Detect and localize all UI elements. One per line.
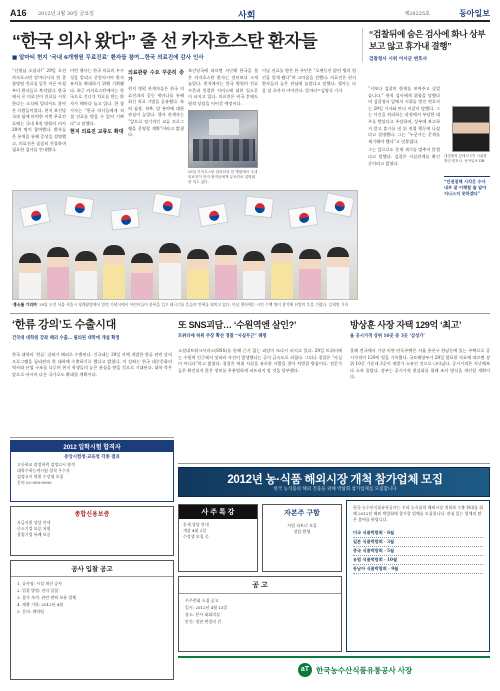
ad-bid-title: 공사 입찰 공고 [11,561,173,577]
newspaper-brand: 동아일보 [459,9,490,18]
right-story-tail: 그는 앞으로도 문제 제기를 멈추지 않겠다고 말했다. 검찰은 사실관계를 확인 중이라고 밝혔다. [368,147,440,166]
fair-row: 유럽 식품박람회 · 10월 [353,556,483,565]
ad-bid-line: 3. 참가 자격: 관련 면허 보유 업체 [17,595,77,600]
ad-investor-wanted [262,504,342,572]
page-header [10,8,490,22]
main-caption-title: ‘홍소를 기리며’ [12,302,38,307]
ad-bid-notice [10,560,174,680]
lead-col5-text: 이날 진료를 받은 한 주민은 “오랫동안 앓던 병의 원인을 알게 됐다”며 고마움을 전했다. 의료진은 현지 환자들의 높은 관심에 놀랐다고 말했다. 행사는 다음 달 초까지 이어진다. 알마티=김영식 기자 [262,68,356,93]
ad-bid-line: 2. 입찰 방법: 전자 입찰 [17,588,59,593]
banner-title: 2012년 농·식품 해외시장 개척 참가업체 모집 [227,474,443,486]
page-number: A16 [10,8,27,18]
ad-exam-line: 대학수학능력시험 성적 우수자 [17,468,70,473]
section-title: 사회 [238,10,256,20]
ad-divider [10,437,174,438]
child-figure [187,249,209,299]
story2-body [12,352,172,434]
right-story-headline: “검찰뒤에 숨은 검사에 화나 상부보고 않고 휴가내 결행” [369,29,486,51]
fair-row: 미국 식품박람회 · 6월 [353,529,483,538]
photo-screen-shape [209,119,239,135]
fair-row: 중국 식품박람회 · 5월 [353,547,483,556]
agency-footer [178,656,490,680]
ad-notice-title: 공 고 [179,577,341,594]
child-figure [271,243,293,299]
ad-bid-line: 4. 제출 기한: 2012년 4월 [17,602,64,607]
lead-column-2 [70,68,124,186]
ad-credit-line: 자금지원 상담 안내 [17,520,51,525]
story3-body [178,348,342,460]
portrait-caption: 대검찰청 앞에서 1인 시위를 벌인 변호사. 동아일보 DB [444,154,487,163]
main-photo [12,190,358,300]
story2-sub: 건국대 대학원 강좌 해외 수출… 필리핀 대학에 개설 확정 [12,336,120,341]
flag-icon [64,195,95,219]
lead-col2-subhead: 현지 의료진 교류도 확대 [70,129,124,136]
ad-exam-line: 문의 02-000-0000 [17,480,52,485]
section-divider [10,313,490,314]
issue-number: 제28225호 [404,11,430,17]
lead-col3-subhead: 의료관광 수요 꾸준히 증가 [128,70,184,83]
story4-sub: 올 공시가격 상위 10곳 중 3곳 ‘삼성가’ [350,334,425,339]
child-figure [75,251,97,299]
child-figure [131,253,153,299]
story3-sub: 트위터에 허위 주장 확산 경찰 “사실무근” 해명 [178,334,267,339]
recruitment-banner [178,467,490,497]
ad-investor-line: 상담 환영 [293,529,311,534]
lead-column-5 [262,68,356,186]
child-figure [215,245,237,299]
right-story-header [362,28,490,62]
ad-notice-line: 장소: 본사 대회의실 [185,612,220,617]
lawyer-portrait [452,106,490,152]
lead-column-1 [12,68,66,186]
fair-ad-body: 한국 농수산식품유통공사는 우리 농식품의 해외시장 개척과 수출 확대를 위해 2012년 해외 박람회에 참가할 업체를 모집합니다. 관심 있는 업체의 많은 참여를 바랍니다. [353,505,483,522]
right-story-text: “저보다 검찰의 한계를 보여주고 싶었습니다.” 현직 검사에게 위협을 당했다며 검찰청사 앞에서 시위를 벌인 변호사는 29일 기자와 만나 이같이 말했다. 그는 사건을 처리하는 과정에서 부당한 대우를 받았다고 주장하며, 상부에 보고하지 않고 휴가를 낸 뒤 직접 행동에 나섰다고 설명했다. 그는 “누군가는 문제를 제기해야 했다”고 덧붙였다. [368,86,440,144]
child-figure [159,243,181,299]
ad-credit-line: 창업기업 특례 보증 [17,532,51,537]
ad-fortune-line: 수강생 모집 중 [183,534,209,539]
ad-notice-line: 일시: 2012년 4월 13일 [185,605,228,610]
lead-column-4 [188,68,258,108]
ad-bid-line: 5. 문의: 계약팀 [17,609,45,614]
banner-subtitle: 한국 농식품의 해외 진출을 위해 박람회 참가업체를 모집합니다 [273,487,397,492]
ad-exam-title: 2012 입학시험 합격자 [11,441,173,452]
photo-crowd-shape [193,139,255,161]
ad-investor-line: 사업 파트너 모집 [287,523,317,528]
flag-icon [244,196,274,219]
child-figure [243,251,265,299]
agency-name: 한국농수산식품유통공사 사장 [316,666,413,675]
ad-notice-line: 주주총회 소집 공고 [185,598,219,603]
flag-icon [19,202,51,227]
child-figure [103,245,125,299]
ad-investor-title: 자본주 구함 [284,510,320,517]
story3-text: 소셜네트워크서비스(SNS)를 통해 근거 없는 괴담이 또다시 퍼지고 있다. 29일 트위터에는 수원역 인근에서 잇따라 사건이 발생했다는 글이 급속도로 퍼졌다. 그러나 경찰은 “사실이 아니다”라고 밝혔다. 경찰은 허위 사실을 유포한 사람을 찾아 처벌할 방침이다. 전문가들은 확인되지 않은 정보를 무분별하게 퍼뜨리지 말 것을 당부했다. [178,348,342,373]
ad-fortune-title: 사 주 특 강 [179,505,257,519]
lead-column-3 [128,68,184,186]
ad-exam-sub: 중앙시험청·교육청 각종 결과 [64,455,120,460]
ad-fortune-line: 운세 상담 안내 [183,522,209,527]
ad-divider [178,463,490,464]
main-photo-caption [12,302,358,308]
right-story-byline: 검찰청사 시위 이서군 변호사 [369,57,428,62]
child-figure [19,253,41,299]
lead-col2-text: 이번 행사는 한국 의료의 우수성을 알리고 중앙아시아 환자 유치를 확대하기 위해 기획됐다. 최근 카자흐스탄에서는 한국으로 건너가 치료를 받는 환자가 해마다 늘고 있다. 한 참가자는 “한국 의사들에게 직접 진료를 받을 수 있어 기쁘다”고 말했다. [70,68,124,126]
ad-fortune-line: 개강 4월 2일 [183,528,207,533]
flag-icon [288,205,319,229]
story4-body [350,348,490,460]
flag-icon [151,193,182,218]
at-logo-icon: aT [298,663,312,677]
story2-headline: ‘한류 강의’도 수출시대 [12,319,116,331]
lead-col4-text: 보건당국에 따르면 지난해 한국을 찾은 카자흐스탄 환자는 전년보다 크게 늘었다. 현지에서는 한국 병원의 진료 수준과 친절한 서비스에 대한 입소문이 퍼지고 있다. 의료진은 귀국 후에도 원격 상담을 이어갈 예정이다. [188,68,258,106]
lead-col3-text: 현지 병원 관계자들은 한국 의료진과의 공동 세미나를 통해 최신 치료 기법을 공유했다. 특히 심장, 척추, 암 분야에 대한 관심이 높았다. 행사 관계자는 “앞으로 정기적인 교류 프로그램을 운영할 계획”이라고 밝혔다. [128,86,184,138]
child-figure [47,247,69,299]
clinic-photo [188,110,258,168]
ad-fortune-lecture [178,504,258,572]
pull-quote: “인권침해 시각은 수사 내부 잘 이해할 줄 알아 지나스지 못하겠다” [444,176,490,197]
child-figure [299,249,321,299]
ad-credit-line: 중소기업 보증 지원 [17,526,51,531]
ad-exam-line: 고등학교 졸업학력 검정고시 합격 [17,462,75,467]
lead-deck: ■ 알마티 현지 ‘국내 6개병원 무료진료’ 환자들 참여…한국 의료진에 감사 인사 [12,55,204,61]
child-figure [327,247,349,299]
right-story-body [368,86,440,312]
flag-icon [323,192,355,217]
fair-row: 일본 식품박람회 · 3월 [353,538,483,547]
ad-bid-line: 1. 공사명: 시설 개선 공사 [17,581,63,586]
ad-credit-title: 종합신용보증 [74,512,110,518]
clinic-photo-caption: 29일 카자흐스탄 알마티의 한 병원에서 국내 의료진이 현지 환자들에게 무료진료 설명회를 하고 있다. [188,170,258,184]
ad-public-notice [178,576,342,652]
flag-icon [197,203,228,228]
lead-headline: “한국 의사 왔다” 줄 선 카자흐스탄 환자들 [12,31,318,51]
story4-headline: 방상훈 사장 자택 129억 ‘최고’ [350,320,462,330]
story2-text: 한국 대학의 ‘한류’ 강좌가 해외로 수출된다. 건국대는 29일 자체 개발한 한류 관련 강의 프로그램을 필리핀의 한 대학에 수출하기로 했다고 밝혔다. 이 강좌는 한국 대중문화의 역사와 산업 구조를 다루며 현지 학생들의 높은 관심을 받을 것으로 기대된다. 대학 측은 앞으로 아시아 다른 국가로도 확대할 계획이다. [12,352,172,377]
issue-date: 2012년 3월 30일 금요일 [38,11,95,17]
fair-row: 동남아 식품박람회 · 9월 [353,565,483,574]
ad-notice-line: 안건: 정관 변경의 건 [185,619,222,624]
fair-recruitment-ad [346,500,490,652]
ad-credit-guarantee [10,506,174,556]
ad-exam-line: 검정고시 학원 수강생 모집 [17,474,64,479]
ad-exam-results [10,440,174,502]
lead-col1-text: “선생님 오셨다!” 29일 오전 카자흐스탄 알마티시의 한 종합병원 진료실 앞은 이른 아침부터 환자들로 북적였다. 한국에서 온 의료진이 진료를 시작한다는 소식에 멀리서도 찾아온 사람들이었다. 현지 보건당국과 함께 마련한 이번 무료진료에는 국내 6개 병원의 의사 20여 명이 참여했다. 환자들은 통역을 통해 증상을 설명했고, 의료진은 꼼꼼히 진찰하며 필요한 검사를 안내했다. [12,68,66,153]
main-caption-text: 29일 오전 서울 서울시 청계광장에서 열린 기념식에서 어린이들이 한복을 입고 태극기를 흔들며 만세를 외치고 있다. 이날 행사에는 시민 수백 명이 참석해 선열의 뜻을 기렸다. 김재명 기자 [39,302,349,307]
story4-text: 올해 전국에서 가장 비싼 단독주택은 서울 용산구 한남동에 있는 주택으로 공시가격이 129억 원을 기록했다. 국토해양부가 29일 발표한 자료에 따르면 상위 10곳 가운데 3곳이 재벌가 소유인 것으로 나타났다. 공시가격은 지난해보다 소폭 올랐다. 정부는 공시가격 현실화를 위해 조사 방식을 개선할 계획이다. [350,348,490,380]
story3-headline: 또 SNS괴담… ‘수원역엔 살인?’ [178,320,297,330]
flag-icon [110,208,140,231]
